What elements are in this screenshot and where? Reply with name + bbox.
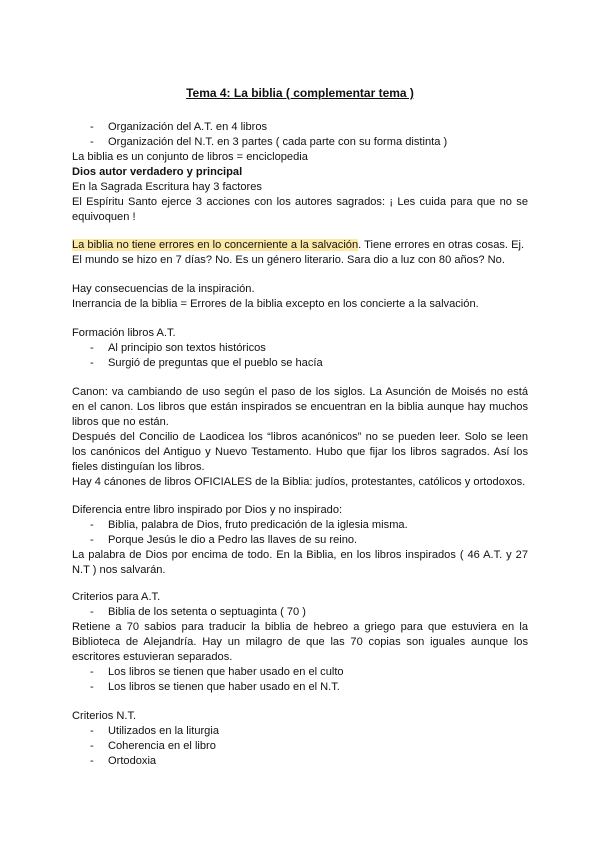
bullet-dash: -	[90, 519, 94, 531]
section-heading: Criterios para A.T.	[72, 591, 161, 603]
bullet-text: Biblia, palabra de Dios, fruto predicación de la iglesia misma.	[108, 519, 408, 531]
text-line: Hay consecuencias de la inspiración.	[72, 283, 255, 295]
text-line: En la Sagrada Escritura hay 3 factores	[72, 181, 262, 193]
highlighted-text: La biblia no tiene errores en lo concerniente a la salvación	[72, 239, 359, 251]
paragraph-espiritu	[72, 195, 528, 225]
section-heading: Formación libros A.T.	[72, 327, 176, 339]
bullet-dash: -	[90, 121, 94, 133]
text-fragment: . Tiene errores en otras cosas. Ej.	[358, 239, 525, 251]
bullet-text: Organización del N.T. en 3 partes ( cada parte con su forma distinta )	[108, 136, 448, 148]
paragraph-line: El Espíritu Santo ejerce 3 acciones con los autores sagrados: ¡ Les cuida para que no se	[72, 196, 528, 208]
paragraph-line: fieles distinguían los libros.	[72, 461, 205, 473]
bullet-dash: -	[90, 666, 94, 678]
paragraph-line: escritores estuvieran separados.	[72, 651, 233, 663]
bullet-text: Utilizados en la liturgia	[108, 725, 219, 737]
bullet-dash: -	[90, 740, 94, 752]
paragraph-line: los canónicos del Antiguo y Nuevo Testamento. Hubo que fijar los libros sagrados. Así los	[72, 446, 528, 458]
paragraph-canon	[72, 385, 528, 430]
paragraph-line: en el canon. Los libros que están inspirados se encuentran en la biblia aunque hay muchos	[72, 401, 528, 413]
text-line: Hay 4 cánones de libros OFICIALES de la Biblia: judíos, protestantes, católicos y ortodoxos.	[72, 476, 526, 488]
paragraph-line: Después del Concilio de Laodicea los “libros acanónicos” no se pueden leer. Solo se leen	[72, 431, 528, 443]
section-heading: Criterios N.T.	[72, 710, 137, 722]
bullet-dash: -	[90, 136, 94, 148]
bullet-dash: -	[90, 606, 94, 618]
bullet-dash: -	[90, 534, 94, 546]
paragraph-line: equivoquen !	[72, 211, 136, 223]
paragraph-line: Biblioteca de Alejandría. Hay un milagro de que las 70 copias son iguales aunque los	[72, 636, 528, 648]
paragraph-line: La palabra de Dios por encima de todo. En la Biblia, en los libros inspirados ( 46 A.T. y 27	[72, 549, 528, 561]
section-heading: Diferencia entre libro inspirado por Dios y no inspirado:	[72, 504, 343, 516]
bullet-dash: -	[90, 357, 94, 369]
paragraph-line: N.T ) nos salvarán.	[72, 564, 166, 576]
bullet-dash: -	[90, 755, 94, 767]
document-title: Tema 4: La biblia ( complementar tema )	[186, 86, 414, 100]
bullet-text: Organización del A.T. en 4 libros	[108, 121, 268, 133]
paragraph-line: Canon: va cambiando de uso según el paso de los siglos. La Asunción de Moisés no está	[72, 386, 528, 398]
bullet-text: Surgió de preguntas que el pueblo se hacía	[108, 357, 323, 369]
paragraph-palabra	[72, 548, 528, 578]
text-line-highlighted	[72, 238, 524, 253]
bullet-text: Ortodoxia	[108, 755, 157, 767]
paragraph-setenta	[72, 620, 528, 665]
paragraph-laodicea	[72, 430, 528, 475]
bullet-text: Al principio son textos históricos	[108, 342, 266, 354]
bullet-text: Los libros se tienen que haber usado en el culto	[108, 666, 344, 678]
text-line: El mundo se hizo en 7 días? No. Es un género literario. Sara dio a luz con 80 años? No.	[72, 254, 505, 266]
bullet-text: Porque Jesús le dio a Pedro las llaves de su reino.	[108, 534, 358, 546]
bullet-text: Los libros se tienen que haber usado en el N.T.	[108, 681, 340, 693]
bold-heading: Dios autor verdadero y principal	[72, 166, 243, 178]
bullet-dash: -	[90, 681, 94, 693]
bullet-text: Biblia de los setenta o septuaginta ( 70 )	[108, 606, 306, 618]
bullet-dash: -	[90, 725, 94, 737]
bullet-text: Coherencia en el libro	[108, 740, 216, 752]
paragraph-line: libros que no están.	[72, 416, 169, 428]
bullet-dash: -	[90, 342, 94, 354]
text-line: La biblia es un conjunto de libros = enciclopedia	[72, 151, 308, 163]
text-line: Inerrancia de la biblia = Errores de la biblia excepto en los concierte a la salvación.	[72, 298, 479, 310]
paragraph-line: Retiene a 70 sabios para traducir la biblia de hebreo a griego para que estuviera en la	[72, 621, 528, 633]
